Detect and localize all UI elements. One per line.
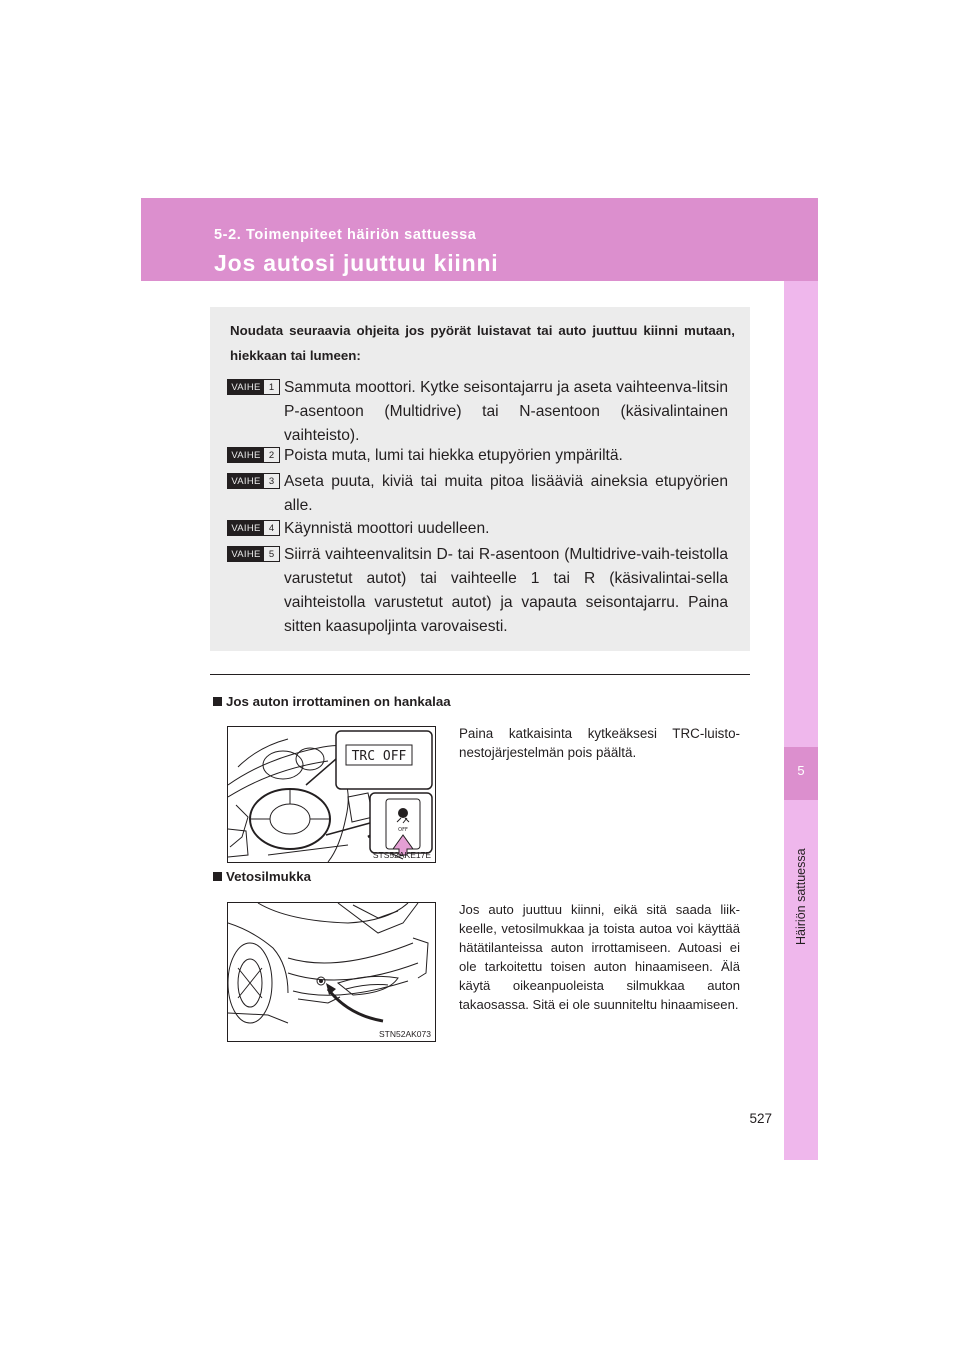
towing-eyelet-text: Jos auto juuttuu kiinni, eikä sitä saada liik-keelle, vetosilmukkaa ja toista autoa voi käyttää hätätilanteissa auton irrottamiseen. Autoasi ei ole tarkoitettu toisen auton hinaamiseen. Älä käytä oikeanpuoleista silmukkaa auton takaosassa. Sitä ei ole suunniteltu hinaamiseen. — [459, 902, 740, 1012]
dashboard-illustration — [228, 727, 435, 862]
rear-underbody-illustration — [228, 903, 435, 1041]
step-text: Aseta puuta, kiviä tai muita pitoa lisääviä aineksia etupyörien alle. — [284, 473, 728, 514]
instructions-box — [210, 307, 750, 651]
step-badge-label: VAIHE — [228, 448, 264, 462]
trc-switch-callout — [370, 793, 432, 855]
chapter-title — [784, 805, 818, 945]
trc-callout — [336, 731, 432, 789]
step-badge — [227, 546, 280, 562]
section-label: 5-2. Toimenpiteet häiriön sattuessa — [214, 227, 477, 243]
square-bullet-icon — [213, 872, 222, 881]
figure-code: STS52AKE17E — [372, 850, 431, 860]
trc-off-label: TRC OFF — [351, 749, 407, 764]
step-badge-label: VAIHE — [228, 380, 264, 394]
step-badge-number: 3 — [268, 475, 275, 487]
step-badge-label: VAIHE — [228, 547, 264, 561]
subheading-towing-eyelet — [213, 869, 311, 884]
step-badge-label: VAIHE — [228, 521, 264, 535]
towing-eyelet-figure — [227, 902, 436, 1042]
square-bullet-icon — [213, 697, 222, 706]
header-band — [141, 198, 818, 281]
instructions-intro: Noudata seuraavia ohjeita jos pyörät luistavat tai auto juuttuu kiinni mutaan, hiekkaan tai lumeen: — [230, 323, 735, 363]
step-badge-number: 4 — [268, 522, 275, 534]
switch-off-label: OFF — [398, 827, 408, 833]
subheading-text: Vetosilmukka — [226, 869, 311, 884]
step-badge — [227, 447, 280, 463]
page-title: Jos autosi juuttuu kiinni — [214, 250, 499, 276]
section-divider — [210, 674, 750, 675]
step-text: Siirrä vaihteenvalitsin D- tai R-asentoon (Multidrive-vaih-teistolla varustetut autot) tai vaihteelle 1 tai R (käsivalintai-sella vaihteistolla varustetut autot) ja vapauta seisontajarru. Paina sitten kaasupoljinta varovaisesti. — [284, 546, 728, 635]
subheading-text: Jos auton irrottaminen on hankalaa — [226, 694, 451, 709]
step-badge — [227, 520, 280, 536]
step-badge — [227, 473, 280, 489]
step-badge — [227, 379, 280, 395]
trc-instruction-text: Paina katkaisinta kytkeäksesi TRC-luisto-nestojärjestelmän pois päältä. — [459, 726, 740, 760]
arrow-icon — [326, 983, 336, 995]
step-badge-label: VAIHE — [228, 474, 264, 488]
step-badge-number: 5 — [268, 548, 275, 560]
step-text: Sammuta moottori. Kytke seisontajarru ja aseta vaihteenva-litsin P-asentoon (Multidrive) tai N-asentoon (käsivalintainen vaihteisto). — [284, 379, 728, 444]
step-text: Käynnistä moottori uudelleen. — [284, 520, 490, 537]
subheading-hard-to-free — [213, 694, 451, 709]
step-badge-number: 2 — [268, 449, 275, 461]
chapter-number: 5 — [797, 763, 805, 778]
step-badge-number: 1 — [268, 381, 275, 393]
trc-switch-figure — [227, 726, 436, 863]
chapter-title-text: Häiriön sattuessa — [794, 848, 808, 945]
figure-code: STN52AK073 — [379, 1029, 431, 1039]
side-tab — [784, 281, 818, 1160]
page-number: 527 — [749, 1111, 772, 1126]
step-text: Poista muta, lumi tai hiekka etupyörien ympäriltä. — [284, 447, 623, 464]
chapter-tab[interactable] — [784, 747, 818, 800]
